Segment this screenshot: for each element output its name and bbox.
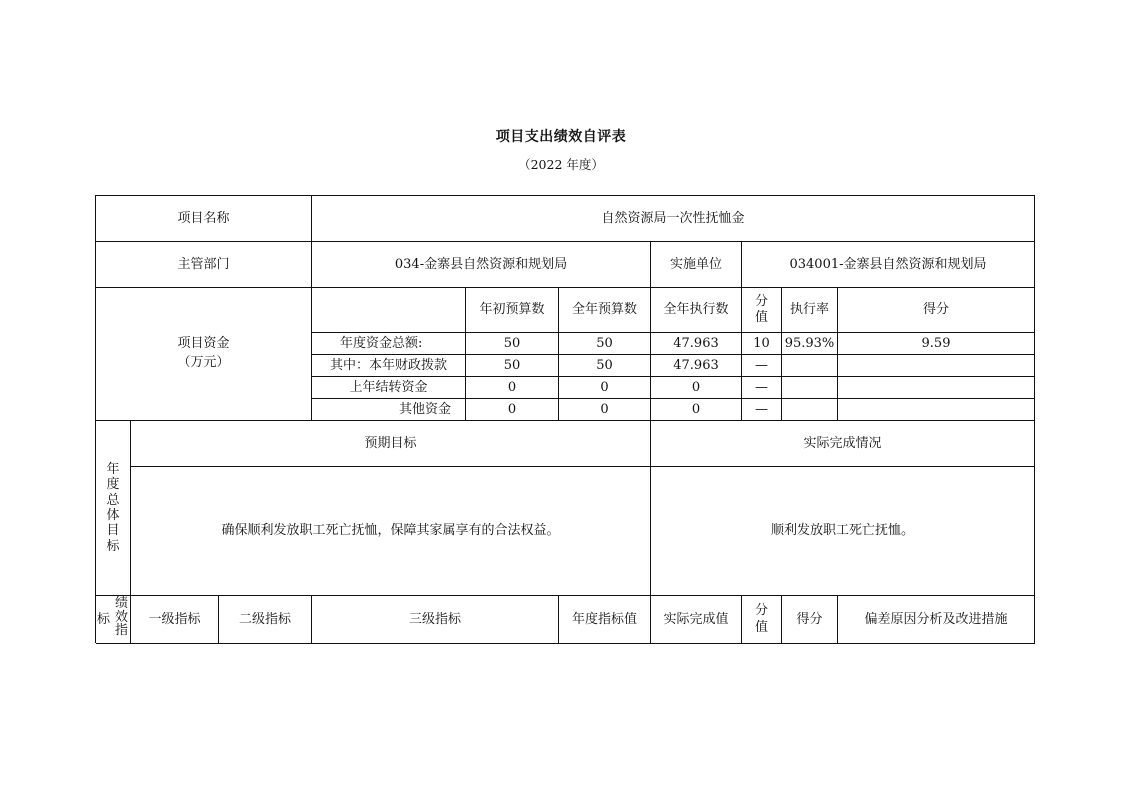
header-actual-value: 实际完成值 bbox=[651, 596, 742, 644]
funds-row-initial: 0 bbox=[466, 399, 559, 421]
dept-label: 主管部门 bbox=[96, 242, 312, 288]
actual-completion-text: 顺利发放职工死亡抚恤。 bbox=[651, 467, 1035, 596]
funds-row-score bbox=[838, 399, 1035, 421]
expected-goal-header: 预期目标 bbox=[131, 421, 651, 467]
header-annual-budget: 全年预算数 bbox=[559, 288, 651, 333]
funds-label-line1: 项目资金 bbox=[177, 336, 230, 352]
funds-row-label: 年度资金总额: bbox=[312, 333, 466, 355]
annual-goal-char: 目 bbox=[106, 523, 120, 539]
funds-row-annual: 50 bbox=[559, 333, 651, 355]
document-title: 项目支出绩效自评表 bbox=[495, 129, 627, 145]
funds-row-rate: 95.93% bbox=[782, 333, 838, 355]
header-perf-score-value bbox=[742, 596, 782, 644]
header-initial-budget: 年初预算数 bbox=[466, 288, 559, 333]
funds-row-label: 其他资金 bbox=[312, 399, 466, 421]
project-name-label: 项目名称 bbox=[96, 196, 312, 242]
document-subtitle: （2022 年度） bbox=[518, 157, 604, 172]
funds-row-score: 9.59 bbox=[838, 333, 1035, 355]
perf-score-value-line1: 分 bbox=[754, 603, 768, 619]
funds-row-rate bbox=[782, 399, 838, 421]
funds-row-exec: 47.963 bbox=[651, 355, 742, 377]
perf-label-left: 标 bbox=[97, 612, 111, 627]
funds-row-label: 上年结转资金 bbox=[312, 377, 466, 399]
evaluation-table bbox=[95, 195, 1035, 643]
funds-row-initial: 50 bbox=[466, 333, 559, 355]
funds-row-exec: 47.963 bbox=[651, 333, 742, 355]
funds-row-rate bbox=[782, 355, 838, 377]
header-level1: 一级指标 bbox=[131, 596, 219, 644]
header-perf-score: 得分 bbox=[782, 596, 838, 644]
funds-row-rate bbox=[782, 377, 838, 399]
funds-row-score-value: — bbox=[742, 399, 782, 421]
funds-label-line2: （万元） bbox=[177, 355, 230, 370]
header-score: 得分 bbox=[838, 288, 1035, 333]
funds-row-annual: 0 bbox=[559, 399, 651, 421]
perf-score-value-line2: 值 bbox=[754, 619, 768, 635]
header-score-value-line1: 分 bbox=[754, 293, 768, 309]
header-annual-target: 年度指标值 bbox=[559, 596, 651, 644]
header-exec-rate: 执行率 bbox=[782, 288, 838, 333]
project-name-value: 自然资源局一次性抚恤金 bbox=[312, 196, 1035, 242]
perf-label-column bbox=[115, 597, 128, 638]
funds-row-annual: 50 bbox=[559, 355, 651, 377]
funds-header-blank bbox=[312, 288, 466, 333]
header-score-value-line2: 值 bbox=[754, 310, 768, 325]
actual-completion-header: 实际完成情况 bbox=[651, 421, 1035, 467]
annual-goal-char: 体 bbox=[106, 508, 120, 523]
funds-row-annual: 0 bbox=[559, 377, 651, 399]
funds-row-score-value: — bbox=[742, 377, 782, 399]
perf-label-char: 指 bbox=[115, 623, 129, 639]
perf-indicator-label bbox=[96, 596, 131, 644]
funds-row-score bbox=[838, 355, 1035, 377]
perf-label-char: 效 bbox=[115, 609, 129, 625]
funds-row-score-value: — bbox=[742, 355, 782, 377]
annual-goal-char: 年 bbox=[106, 462, 120, 478]
funds-row-label: 其中：本年财政拨款 bbox=[312, 355, 466, 377]
funds-row-exec: 0 bbox=[651, 377, 742, 399]
funds-label bbox=[96, 288, 312, 421]
expected-goal-text: 确保顺利发放职工死亡抚恤，保障其家属享有的合法权益。 bbox=[131, 467, 651, 596]
annual-goal-char: 总 bbox=[106, 492, 120, 508]
impl-value: 034001-金寨县自然资源和规划局 bbox=[742, 242, 1035, 288]
funds-row-initial: 50 bbox=[466, 355, 559, 377]
annual-goal-char: 度 bbox=[106, 477, 120, 493]
annual-goal-char: 标 bbox=[106, 538, 120, 554]
header-annual-exec: 全年执行数 bbox=[651, 288, 742, 333]
funds-row-score-value: 10 bbox=[742, 333, 782, 355]
dept-value: 034-金寨县自然资源和规划局 bbox=[312, 242, 651, 288]
annual-goal-label bbox=[96, 421, 131, 596]
header-deviation: 偏差原因分析及改进措施 bbox=[838, 596, 1035, 644]
funds-row-initial: 0 bbox=[466, 377, 559, 399]
header-level2: 二级指标 bbox=[219, 596, 312, 644]
header-level3: 三级指标 bbox=[312, 596, 559, 644]
header-score-value bbox=[742, 288, 782, 333]
funds-row-exec: 0 bbox=[651, 399, 742, 421]
funds-row-score bbox=[838, 377, 1035, 399]
perf-label-char: 绩 bbox=[115, 596, 129, 611]
impl-label: 实施单位 bbox=[651, 242, 742, 288]
